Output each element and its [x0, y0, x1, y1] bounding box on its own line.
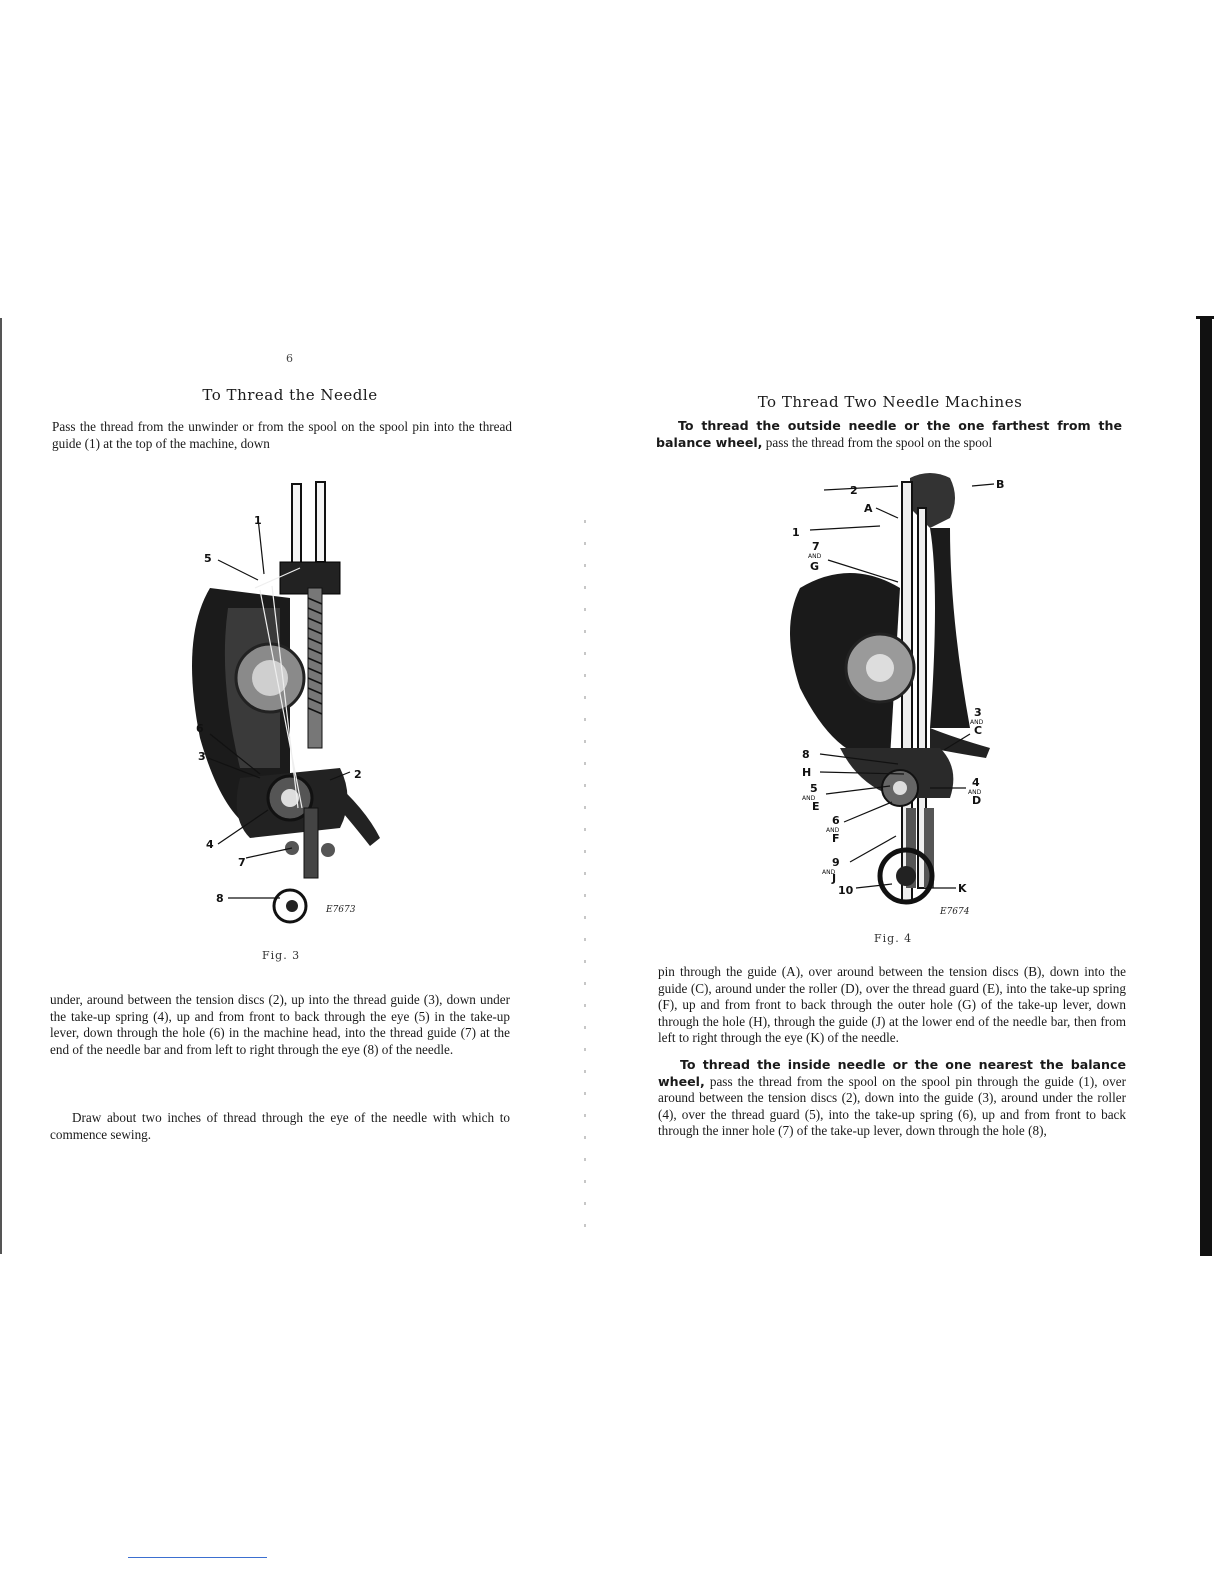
- fig-4-two-needle-illustration: [780, 468, 1020, 928]
- callout-8: 8: [802, 748, 810, 761]
- callout-1: 1: [792, 526, 800, 539]
- figure-code: E7674: [940, 907, 970, 917]
- callout-D: D: [972, 794, 982, 807]
- callout-6-and: AND: [826, 827, 840, 834]
- scan-right-edge: [1200, 316, 1212, 1256]
- right-lead: [656, 418, 1122, 451]
- blank-top-margin: [0, 0, 1224, 312]
- callout-3: 3: [198, 750, 206, 763]
- callout-6: 6: [832, 814, 840, 827]
- callout-1: 1: [254, 514, 262, 527]
- callout-3-and: AND: [970, 719, 984, 726]
- right-body-inside: [658, 1057, 1126, 1140]
- fig-3-machine-head-illustration: [180, 478, 400, 938]
- callout-7: 7: [812, 540, 820, 553]
- callout-C: C: [974, 724, 983, 737]
- callout-E: E: [812, 800, 820, 813]
- callout-B: B: [996, 478, 1005, 491]
- callout-G: G: [810, 560, 820, 573]
- fig-4-caption: Fig. 4: [874, 932, 913, 945]
- callout-4: 4: [206, 838, 214, 851]
- callout-3: 3: [974, 706, 982, 719]
- right-heading: To Thread Two Needle Machines: [757, 393, 1023, 411]
- page-number: 6: [286, 352, 293, 365]
- inside-needle-bold: To thread the inside needle or the one nearest the balance wheel,: [658, 1057, 1126, 1089]
- left-body: under, around between the tension discs (2), up into the thread guide (3), down under the take-up spring (4), up and from front to back through the eye (5) in the take-up lever, down through the hole (6) in the machine head, into the thread guide (7) at the end of the needle bar and from left to right through the eye (8) of the needle.: [50, 992, 510, 1057]
- callout-2: 2: [850, 484, 858, 497]
- page-gutter: [584, 520, 586, 1240]
- left-intro: Pass the thread from the unwinder or from the spool on the spool pin into the thread guide (1) at the top of the machine, down: [52, 419, 512, 451]
- callout-9: 9: [832, 856, 840, 869]
- scan-corner-mark: [1196, 316, 1214, 319]
- callout-5: 5: [204, 552, 212, 565]
- left-heading: To Thread the Needle: [202, 386, 378, 404]
- callout-10: 10: [838, 884, 854, 897]
- callout-4-and: AND: [968, 789, 982, 796]
- right-lead-rest: pass the thread from the spool on the spool: [765, 434, 993, 450]
- callout-6: 6: [196, 722, 204, 735]
- callout-F: F: [832, 832, 840, 845]
- callout-A: A: [864, 502, 873, 515]
- callout-2: 2: [354, 768, 362, 781]
- outside-needle-bold: To thread the outside needle or the one farthest from the balance wheel,: [656, 418, 1122, 450]
- callout-7: 7: [238, 856, 246, 869]
- left-closing: Draw about two inches of thread through the eye of the needle with which to commence sewing.: [50, 1110, 510, 1142]
- callout-J: J: [832, 872, 837, 885]
- figure-code: E7673: [326, 905, 356, 915]
- right-body-inside-text: pass the thread from the spool on the spool pin through the guide (1), over around between the tension discs (2), down into the guide (3), around under the roller (4), over the thread guard (5), into the take-up spring (6), up and from front to back through the inner hole (7) of the take-up lever, down through the hole (8),: [658, 1073, 1126, 1139]
- callout-5-and: AND: [802, 795, 816, 802]
- callout-8: 8: [216, 892, 224, 905]
- callout-4: 4: [972, 776, 980, 789]
- link-underline: [128, 1557, 267, 1558]
- callout-K: K: [958, 882, 967, 895]
- callout-5: 5: [810, 782, 818, 795]
- callout-H: H: [802, 766, 812, 779]
- scan-left-edge: [0, 318, 2, 1254]
- right-body-outside: pin through the guide (A), over around between the tension discs (B), down into the guide (C), around under the roller (D), over the thread guard (E), into the take-up spring (F), up and from front to back through the outer hole (G) of the take-up lever, down through the hole (H), through the guide (J) at the lower end of the needle bar, then from left to right through the eye (K) of the needle.: [658, 964, 1126, 1046]
- callout-9-and: AND: [822, 869, 836, 876]
- fig-3-caption: Fig. 3: [262, 949, 301, 962]
- callout-7-and: AND: [808, 553, 822, 560]
